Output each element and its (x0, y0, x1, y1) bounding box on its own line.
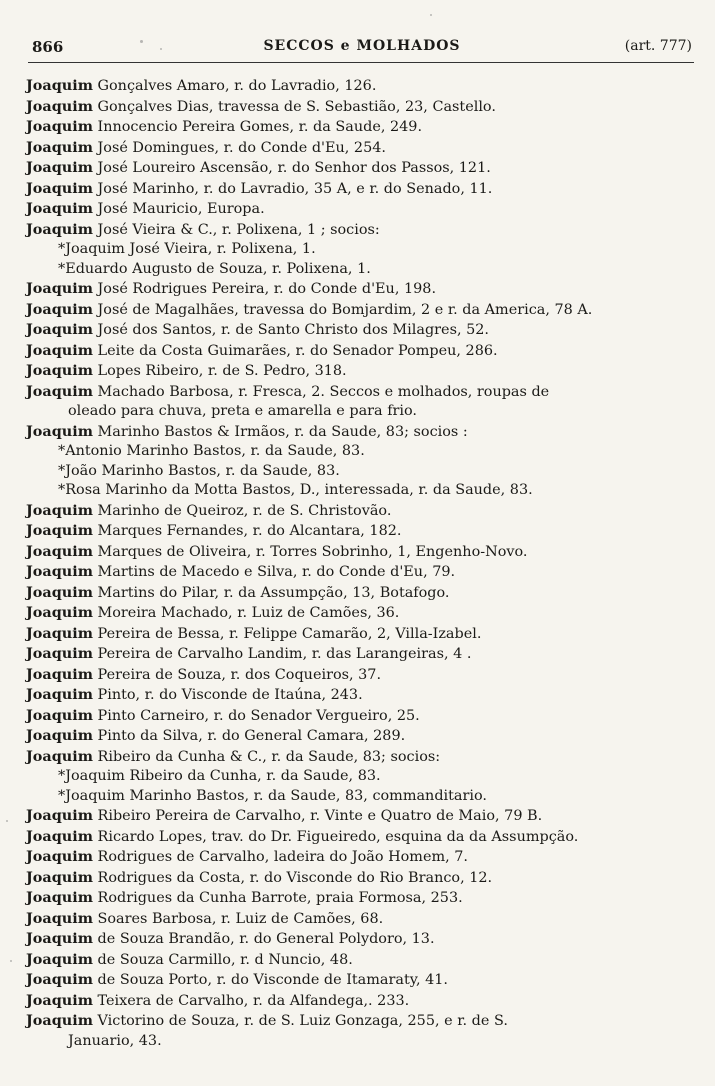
header-rule (28, 62, 694, 63)
directory-entry (26, 97, 698, 118)
directory-entry (26, 521, 698, 542)
entry-first-name: Joaquim (26, 179, 93, 197)
entry-text: oleado para chuva, preta e amarella e para frio. (68, 403, 417, 419)
entry-first-name: Joaquim (26, 1012, 93, 1029)
entry-text: José Mauricio, Europa. (92, 201, 265, 217)
partner-entry (26, 260, 698, 280)
entry-text: Innocencio Pereira Gomes, r. da Saude, 249. (92, 119, 423, 135)
directory-entry (26, 950, 698, 971)
entry-text: Victorino de Souza, r. de S. Luiz Gonzaga, 255, e r. de S. (92, 1013, 508, 1029)
print-speck (140, 40, 143, 43)
directory-entry (26, 685, 698, 706)
entry-text: José Rodrigues Pereira, r. do Conde d'Eu, 198. (92, 281, 437, 297)
print-speck (10, 960, 12, 962)
article-reference: (art. 777) (624, 38, 692, 54)
entry-first-name: Joaquim (26, 604, 93, 621)
entry-text: Moreira Machado, r. Luiz de Camões, 36. (92, 605, 400, 621)
directory-entry (26, 847, 698, 868)
page-number: 866 (32, 38, 64, 56)
entry-first-name: Joaquim (26, 280, 93, 297)
entry-text: Pereira de Bessa, r. Felippe Camarão, 2, Villa-Izabel. (92, 625, 482, 642)
entry-first-name: Joaquim (26, 889, 93, 906)
print-speck (430, 14, 432, 16)
entry-first-name: Joaquim (26, 583, 93, 601)
entry-text: Soares Barbosa, r. Luiz de Camões, 68. (92, 910, 384, 927)
partner-entry (26, 462, 698, 482)
entry-first-name: Joaquim (26, 686, 93, 703)
entry-first-name: Joaquim (26, 341, 93, 359)
entry-text: *Joaquim José Vieira, r. Polixena, 1. (58, 241, 316, 257)
entry-first-name: Joaquim (26, 138, 93, 156)
entry-text: Pinto, r. do Visconde de Itaúna, 243. (92, 687, 363, 703)
entry-text: Martins do Pilar, r. da Assumpção, 13, Botafogo. (92, 584, 450, 601)
directory-entry (26, 179, 698, 200)
partner-entry (26, 481, 698, 501)
directory-entry (26, 117, 698, 138)
entry-first-name: Joaquim (26, 382, 93, 400)
entry-text: de Souza Carmillo, r. d Nuncio, 48. (92, 951, 353, 968)
entry-first-name: Joaquim (26, 991, 93, 1009)
directory-entry (26, 991, 698, 1012)
directory-entry (26, 888, 698, 909)
directory-entry (26, 603, 698, 624)
partner-entry (26, 787, 698, 807)
entry-text: Pinto Carneiro, r. do Senador Vergueiro, 25. (92, 707, 420, 724)
entry-first-name: Joaquim (26, 807, 93, 824)
directory-entry (26, 909, 698, 930)
entry-first-name: Joaquim (26, 159, 93, 176)
entry-first-name: Joaquim (26, 563, 93, 580)
entry-first-name: Joaquim (26, 971, 93, 988)
entry-text: Ricardo Lopes, trav. do Dr. Figueiredo, esquina da da Assumpção. (92, 828, 579, 845)
section-title: SECCOS e MOLHADOS (263, 38, 461, 54)
directory-entry (26, 665, 698, 686)
directory-entry (26, 220, 698, 241)
directory-entry (26, 562, 698, 583)
directory-entry (26, 341, 698, 362)
entry-text: *Joaquim Marinho Bastos, r. da Saude, 83, commanditario. (58, 787, 487, 804)
entry-first-name: Joaquim (26, 747, 93, 765)
directory-entry (26, 970, 698, 991)
entry-text: José de Magalhães, travessa do Bomjardim, 2 e r. da America, 78 A. (92, 301, 593, 318)
print-speck (160, 48, 162, 50)
entry-text: Marques de Oliveira, r. Torres Sobrinho, 1, Engenho-Novo. (92, 543, 528, 560)
directory-entry (26, 542, 698, 563)
directory-entry (26, 199, 698, 220)
entry-text: José Marinho, r. do Lavradio, 35 A, e r. do Senado, 11. (92, 180, 493, 197)
entry-first-name: Joaquim (26, 848, 93, 865)
directory-entry (26, 644, 698, 665)
entry-first-name: Joaquim (26, 542, 93, 560)
entry-text: Rodrigues da Costa, r. do Visconde do Rio Branco, 12. (92, 869, 493, 886)
directory-entry (26, 583, 698, 604)
entry-first-name: Joaquim (26, 706, 93, 724)
entry-first-name: Joaquim (26, 118, 93, 135)
entry-text: Pinto da Silva, r. do General Camara, 289. (92, 728, 406, 744)
entry-first-name: Joaquim (26, 868, 93, 886)
entry-text: de Souza Brandão, r. do General Polydoro, 13. (92, 931, 435, 947)
directory-entry (26, 320, 698, 341)
directory-entry (26, 422, 698, 443)
partner-entry (26, 240, 698, 260)
directory-entry (26, 158, 698, 179)
entry-text: Machado Barbosa, r. Fresca, 2. Seccos e molhados, roupas de (92, 383, 550, 400)
entry-continuation (26, 1032, 698, 1052)
entry-text: *Eduardo Augusto de Souza, r. Polixena, 1. (58, 260, 371, 277)
entry-text: Leite da Costa Guimarães, r. do Senador Pompeu, 286. (92, 342, 498, 359)
directory-entry (26, 726, 698, 747)
entry-text: José Domingues, r. do Conde d'Eu, 254. (92, 139, 386, 156)
partner-entry (26, 767, 698, 787)
entry-first-name: Joaquim (26, 200, 93, 217)
entry-text: José Vieira & C., r. Polixena, 1 ; socios: (92, 221, 380, 238)
entry-first-name: Joaquim (26, 321, 93, 338)
entry-text: Gonçalves Amaro, r. do Lavradio, 126. (92, 78, 377, 94)
print-speck (6, 820, 8, 822)
directory-entry (26, 827, 698, 848)
entry-first-name: Joaquim (26, 909, 93, 927)
entry-text: Ribeiro Pereira de Carvalho, r. Vinte e Quatro de Maio, 79 B. (92, 808, 543, 824)
page-header (32, 36, 692, 60)
entry-first-name: Joaquim (26, 522, 93, 539)
entry-first-name: Joaquim (26, 97, 93, 115)
directory-entry (26, 300, 698, 321)
entry-first-name: Joaquim (26, 77, 93, 94)
directory-entry (26, 361, 698, 382)
directory-entry (26, 1011, 698, 1032)
directory-entry (26, 806, 698, 827)
entry-list (26, 76, 698, 1051)
directory-entry (26, 624, 698, 645)
entry-first-name: Joaquim (26, 645, 93, 662)
entry-text: Pereira de Carvalho Landim, r. das Larangeiras, 4 . (92, 646, 472, 662)
directory-entry (26, 382, 698, 403)
partner-entry (26, 442, 698, 462)
entry-continuation (26, 402, 698, 422)
entry-text: Januario, 43. (68, 1032, 162, 1049)
entry-text: Rodrigues da Cunha Barrote, praia Formosa, 253. (92, 890, 463, 906)
directory-entry (26, 279, 698, 300)
directory-entry (26, 706, 698, 727)
entry-text: Gonçalves Dias, travessa de S. Sebastião, 23, Castello. (92, 98, 496, 115)
entry-text: Pereira de Souza, r. dos Coqueiros, 37. (92, 666, 382, 683)
entry-text: *Rosa Marinho da Motta Bastos, D., interessada, r. da Saude, 83. (58, 482, 533, 498)
entry-text: Marinho Bastos & Irmãos, r. da Saude, 83; socios : (92, 423, 468, 440)
entry-text: Teixera de Carvalho, r. da Alfandega,. 233. (92, 992, 410, 1009)
entry-text: *Joaquim Ribeiro da Cunha, r. da Saude, 83. (58, 768, 381, 784)
directory-entry (26, 868, 698, 889)
entry-text: José dos Santos, r. de Santo Christo dos Milagres, 52. (92, 322, 489, 338)
directory-entry (26, 747, 698, 768)
entry-first-name: Joaquim (26, 362, 93, 379)
directory-entry (26, 501, 698, 522)
entry-text: José Loureiro Ascensão, r. do Senhor dos Passos, 121. (92, 160, 491, 176)
entry-first-name: Joaquim (26, 501, 93, 519)
entry-first-name: Joaquim (26, 300, 93, 318)
entry-first-name: Joaquim (26, 827, 93, 845)
entry-text: Martins de Macedo e Silva, r. do Conde d'Eu, 79. (92, 564, 456, 580)
entry-text: Ribeiro da Cunha & C., r. da Saude, 83; socios: (92, 748, 441, 765)
entry-first-name: Joaquim (26, 624, 93, 642)
entry-first-name: Joaquim (26, 422, 93, 440)
entry-first-name: Joaquim (26, 930, 93, 947)
entry-text: Marques Fernandes, r. do Alcantara, 182. (92, 523, 402, 539)
entry-first-name: Joaquim (26, 727, 93, 744)
entry-text: Rodrigues de Carvalho, ladeira do João Homem, 7. (92, 849, 468, 865)
entry-text: de Souza Porto, r. do Visconde de Itamaraty, 41. (92, 972, 448, 988)
directory-entry (26, 138, 698, 159)
entry-first-name: Joaquim (26, 665, 93, 683)
entry-first-name: Joaquim (26, 220, 93, 238)
directory-entry (26, 929, 698, 950)
entry-text: *Antonio Marinho Bastos, r. da Saude, 83. (58, 443, 365, 459)
entry-text: Marinho de Queiroz, r. de S. Christovão. (92, 502, 392, 519)
directory-entry (26, 76, 698, 97)
entry-first-name: Joaquim (26, 950, 93, 968)
entry-text: *João Marinho Bastos, r. da Saude, 83. (58, 462, 340, 479)
entry-text: Lopes Ribeiro, r. de S. Pedro, 318. (92, 363, 347, 379)
